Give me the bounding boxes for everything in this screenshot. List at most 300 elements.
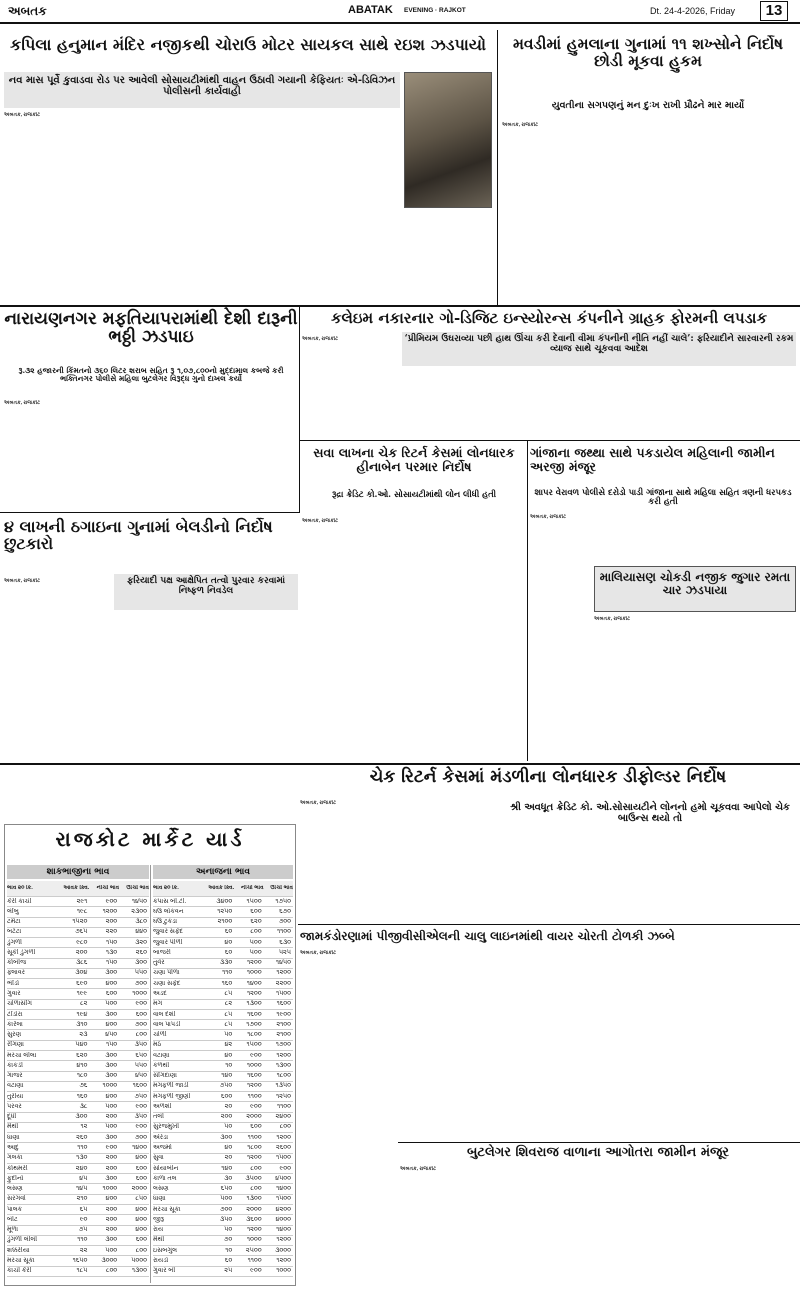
table-cell: ૨૫ bbox=[224, 1267, 233, 1275]
table-cell: ૧૪૫ bbox=[76, 1185, 88, 1193]
table-row bbox=[7, 1164, 149, 1174]
table-cell: ૨૯૧ bbox=[76, 897, 88, 905]
s3-body bbox=[4, 400, 298, 500]
table-cell: રાય bbox=[153, 1226, 164, 1234]
table-cell: ૩૮૬ bbox=[75, 959, 88, 967]
table-cell: ૪૦૦ bbox=[105, 1092, 118, 1100]
s7-body-2 bbox=[114, 614, 298, 758]
table-cell: ૩૦૦ bbox=[105, 1051, 118, 1059]
table-cell: ૧૫૦૦ bbox=[275, 990, 291, 998]
table-cell: કાળા તલ bbox=[153, 1174, 177, 1182]
table-cell: ૯૦૦ bbox=[135, 1000, 147, 1008]
s1-body bbox=[4, 112, 400, 252]
table-row bbox=[153, 1164, 293, 1174]
table-cell: તલી bbox=[153, 1113, 164, 1121]
table-row bbox=[7, 918, 149, 928]
table-cell: ૪૦૦ bbox=[105, 979, 118, 987]
table-row bbox=[153, 1226, 293, 1236]
s8-body bbox=[594, 616, 796, 760]
market-title: રાજકોટ માર્કેટ યાર્ડ bbox=[55, 827, 245, 851]
table-cell: ૩૦૦ bbox=[75, 1113, 88, 1121]
table-row bbox=[7, 907, 149, 917]
table-cell: ૩૮ bbox=[79, 1102, 88, 1110]
table-cell: ૭૦૦ bbox=[134, 1133, 147, 1141]
table-cell: ટમેટા bbox=[7, 918, 21, 926]
rule-h5 bbox=[298, 924, 800, 925]
s6-headline: ગાંજાના જથ્થા સાથે પકડાયેલ મહિલાની જામીન અરજી મંજૂર bbox=[530, 445, 775, 474]
table-cell: ૧૧૦ bbox=[77, 1144, 88, 1151]
table-cell: ૧૫૦૦ bbox=[275, 1195, 291, 1203]
s3-subheadline: રૂ.૩૨ હજારની કિંમતનો ૩૬૦ લિટર શરાબ સહિત રૂ ૧,૦૭,૮૦૦નો મુદ્દામાલ કબજે કરી ભક્તિનગર પોલીસે મહિલા બુટલેગર વિરૂદ્ધ ગુનો દાખલ કર્યો bbox=[4, 364, 298, 394]
table-cell: ૪૦૦ bbox=[135, 1154, 147, 1162]
table-cell: ૪૦૦ bbox=[135, 1215, 147, 1223]
table-cell: ૧૬૦૦ bbox=[247, 1072, 262, 1080]
masthead-date: Dt. 24-4-2026, Friday bbox=[650, 6, 736, 16]
table-cell: ૧૧૦૦ bbox=[247, 1256, 262, 1264]
table-cell: ૫૦૦ bbox=[249, 948, 262, 956]
table-cell: ૮૦૦ bbox=[250, 1185, 262, 1193]
table-cell: ચોળી bbox=[153, 1031, 167, 1039]
table-cell: ૨૧૦૦ bbox=[217, 918, 233, 926]
table-cell: દૂધી bbox=[7, 1113, 17, 1121]
table-row bbox=[7, 989, 149, 999]
table-cell: ૧૩૦૦ bbox=[131, 1267, 147, 1275]
table-row bbox=[153, 979, 293, 989]
table-cell: અડદ bbox=[153, 990, 167, 998]
table-cell: ૫૦૦ bbox=[105, 1123, 118, 1131]
table-cell: ૧૮૫ bbox=[76, 1267, 88, 1275]
s6-body-2 bbox=[530, 564, 590, 760]
table-cell: બીટ bbox=[7, 1215, 18, 1223]
table-cell: ૧૩૫૦ bbox=[275, 1082, 291, 1090]
table-cell: કળથી bbox=[153, 1061, 170, 1069]
table-cell: ૨૩૦૦ bbox=[131, 907, 147, 915]
table-cell: ૧૫૦ bbox=[105, 959, 118, 967]
table-cell: ૩૦૦ bbox=[105, 1174, 118, 1182]
s10-dateline: અબતક, રાજકોટ bbox=[300, 950, 337, 956]
table-row bbox=[7, 1123, 149, 1133]
table-row bbox=[153, 1000, 293, 1010]
table-cell: વટાણા bbox=[153, 1051, 170, 1059]
table-cell: તુરીયા bbox=[7, 1092, 24, 1100]
masthead bbox=[0, 0, 800, 24]
table-cell: ૧૨૦૦ bbox=[102, 907, 118, 915]
table-cell: ૪૦૦ bbox=[135, 1205, 147, 1213]
table-row bbox=[7, 1113, 149, 1123]
table-cell: કોથમરી bbox=[7, 1164, 28, 1172]
table-cell: કપાસ બી.ટી. bbox=[153, 897, 187, 905]
column-header: ભાવ ૨૦ કિ. bbox=[7, 885, 33, 891]
table-row bbox=[7, 1256, 149, 1266]
table-cell: ૨૦૦ bbox=[75, 948, 88, 956]
table-cell: ૬૯૦ bbox=[76, 979, 88, 987]
table-cell: ૧૨૦૦ bbox=[247, 1082, 262, 1090]
table-cell: ચણા પીળા bbox=[153, 969, 180, 977]
table-row bbox=[153, 1236, 293, 1246]
s5-body bbox=[302, 518, 526, 758]
s9-dateline: અબતક, રાજકોટ bbox=[300, 800, 337, 806]
table-cell: ગુવાર bbox=[7, 990, 21, 998]
table-cell: ૧૬૦૦ bbox=[247, 1010, 262, 1018]
table-row bbox=[7, 1143, 149, 1153]
table-row bbox=[7, 1236, 149, 1246]
table-cell: ૩૦૦ bbox=[105, 1133, 118, 1141]
table-cell: ૬૭૦ bbox=[279, 907, 291, 915]
s1-photo bbox=[404, 72, 492, 208]
table-cell: ૩૫૦ bbox=[219, 1215, 233, 1223]
table-cell: ૯૦૦ bbox=[135, 1123, 147, 1131]
table-cell: ૧૨૦૦ bbox=[276, 1051, 291, 1059]
column-header: નીચો ભાવ bbox=[96, 885, 120, 891]
table-cell: ૪૦૦ bbox=[135, 1226, 147, 1234]
table-cell: ૪૦૦ bbox=[105, 1020, 118, 1028]
s4-body-2 bbox=[402, 372, 796, 436]
table-cell: ૫૨૫ bbox=[278, 948, 291, 956]
table-cell: ૫૦૦૦ bbox=[131, 1256, 147, 1264]
table-cell: ૬૦ bbox=[224, 948, 233, 956]
table-cell: ૩૦૪ bbox=[75, 969, 88, 977]
table-cell: ૫૦ bbox=[224, 1123, 233, 1131]
s2-dateline: અબતક, રાજકોટ bbox=[502, 122, 539, 128]
table-cell: ૮૨ bbox=[80, 1000, 88, 1008]
table-cell: ૭૫ bbox=[78, 1226, 88, 1234]
table-cell: ૨૦૦ bbox=[105, 1113, 118, 1121]
table-cell: મરચા સૂકા bbox=[7, 1256, 35, 1264]
table-cell: તુવેર bbox=[153, 959, 165, 967]
table-cell: ૭૦૦ bbox=[134, 1020, 147, 1028]
table-row bbox=[153, 1020, 293, 1030]
table-cell: ૨૨ bbox=[79, 1246, 88, 1254]
table-row bbox=[153, 989, 293, 999]
s9-body bbox=[300, 800, 500, 920]
table-cell: ૬૨૦ bbox=[250, 918, 262, 926]
table-row bbox=[153, 938, 293, 948]
s4-headline: કલેઇમ નકારનાર ગો-ડિજિટ ઇન્સ્યોરન્સ કંપનીને ગ્રાહક ફોરમની લપડાક bbox=[330, 309, 768, 327]
table-cell: સૂકી ડુંગળી bbox=[7, 948, 36, 956]
table-cell: ૭૦૦ bbox=[134, 979, 147, 987]
s9-subheadline: શ્રી અવધૂત ક્રેડિટ કો. ઓ.સોસાયટીને લોનનો હમો ચૂકવવા આપેલો ચેક બાઉન્સ થયો તો bbox=[504, 800, 796, 836]
table-cell: મરચા લીલા bbox=[7, 1051, 37, 1059]
table-cell: મેથી bbox=[153, 1236, 165, 1244]
s11-dateline: અબતક, રાજકોટ bbox=[400, 1166, 437, 1172]
table-cell: ૨૧૦૦ bbox=[276, 1020, 291, 1028]
s7-headline: ૪ લાખની ઠગાઇના ગુનામાં બેલડીનો નિર્દોષ છુટકારો bbox=[4, 517, 273, 554]
table-row bbox=[7, 1030, 149, 1040]
table-cell: ચણા સફેદ bbox=[153, 979, 181, 987]
masthead-paper: ABATAK bbox=[348, 4, 393, 16]
table-cell: ૧૩૦૦ bbox=[246, 1195, 262, 1203]
table-cell: ૧૨૦૦ bbox=[247, 1154, 262, 1162]
table-cell: ૭૬ bbox=[79, 1082, 88, 1090]
s5-dateline: અબતક, રાજકોટ bbox=[302, 518, 339, 524]
table-cell: ૧૧૦ bbox=[222, 969, 233, 977]
s1-headline: કપિલા હનુમાન મંદિર નજીકથી ચોરાઉ મોટર સાયકલ સાથે રઇશ ઝડપાયો bbox=[10, 35, 486, 54]
table-cell: ૬૦૦ bbox=[250, 1123, 262, 1131]
table-cell: ઇસબગુલ bbox=[153, 1246, 177, 1254]
table-cell: ૬૦૦ bbox=[220, 1092, 233, 1100]
table-cell: ૩૫૦ bbox=[134, 1113, 147, 1121]
table-cell: ૬૦ bbox=[224, 1256, 233, 1264]
table-cell: ૧૦૦૦ bbox=[246, 1236, 262, 1244]
table-cell: ૯૦૦ bbox=[105, 897, 118, 905]
table-cell: ૩૮૦ bbox=[135, 918, 147, 926]
table-cell: ૨૦૦ bbox=[220, 1113, 233, 1121]
table-cell: ૧૧૦૦ bbox=[277, 928, 291, 936]
table-cell: ૯૦૦ bbox=[250, 1267, 262, 1275]
s8-dateline: અબતક, રાજકોટ bbox=[594, 616, 631, 622]
table-cell: ૫૦ bbox=[224, 1226, 233, 1234]
table-cell: ૧૦ bbox=[225, 1061, 233, 1069]
table-cell: સીંગદાણા bbox=[153, 1072, 177, 1080]
table-row bbox=[7, 1154, 149, 1164]
table-row bbox=[7, 1020, 149, 1030]
table-cell: લીંબુ bbox=[7, 907, 19, 915]
table-cell: મગફળી જાડી bbox=[153, 1082, 189, 1090]
table-cell: કોબીજ bbox=[7, 959, 27, 967]
table-row bbox=[153, 1113, 293, 1123]
table-cell: ૩૫૦૦ bbox=[245, 1174, 262, 1182]
table-cell: ૪૫૦૦ bbox=[275, 1174, 291, 1182]
table-row bbox=[153, 1256, 293, 1266]
page-number: 13 bbox=[760, 1, 788, 21]
table-row bbox=[7, 1082, 149, 1092]
table-cell: ૨૧૦૦ bbox=[276, 1031, 291, 1039]
table-cell: મગ bbox=[153, 1000, 163, 1008]
table-row bbox=[153, 1092, 293, 1102]
table-cell: ૧૮૦ bbox=[76, 1072, 88, 1080]
table-row bbox=[153, 969, 293, 979]
table-row bbox=[153, 918, 293, 928]
table-cell: ૭૫૦ bbox=[134, 1092, 147, 1100]
rule-h6 bbox=[398, 1142, 800, 1143]
s3-headline: નારાયણનગર મફતિયાપરામાંથી દેશી દારૂની ભઠ્ઠી ઝડપાઇ bbox=[4, 309, 298, 348]
table-row bbox=[153, 1174, 293, 1184]
s7-dateline: અબતક, રાજકોટ bbox=[4, 578, 41, 584]
s2-body bbox=[502, 122, 794, 302]
s5-subheadline: રૂદ્રા ક્રેડિટ કો.ઓ. સોસાયટીમાંથી લોન લીધી હતી bbox=[302, 488, 526, 514]
table-cell: ૩૪૦૦ bbox=[216, 897, 233, 905]
table-cell: ૧૨૫૦ bbox=[276, 1092, 291, 1100]
table-cell: ચોળાસીંગ bbox=[7, 1000, 32, 1008]
table-cell: ૨૦૦ bbox=[105, 1215, 118, 1223]
table-cell: ૮૦૦ bbox=[250, 1164, 262, 1172]
s7-body bbox=[4, 578, 110, 758]
table-cell: પાલક bbox=[7, 1205, 23, 1213]
rule-h2 bbox=[300, 440, 800, 441]
table-row bbox=[153, 907, 293, 917]
table-cell: ૧૪૫૦ bbox=[131, 897, 147, 905]
table-cell: ૬૦૦ bbox=[135, 1010, 147, 1018]
s7-subheadline: ફરિયાદી પક્ષ આક્ષેપિત તત્વો પુરવાર કરવામાં નિષ્ફળ નિવડેલ bbox=[114, 574, 298, 610]
table-cell: ૩૬૦૦ bbox=[246, 1215, 262, 1223]
table-cell: ૨૦૦ bbox=[105, 918, 118, 926]
table-cell: કારેલા bbox=[7, 1020, 23, 1028]
table-cell: ૯૦૦ bbox=[250, 1102, 262, 1110]
table-cell: ૧૯૯ bbox=[76, 990, 88, 998]
table-row bbox=[7, 1041, 149, 1051]
table-cell: એરંડા bbox=[153, 1133, 169, 1141]
table-cell: ૧૪૦૦ bbox=[276, 1185, 291, 1193]
table-cell: ૩૦ bbox=[224, 1174, 233, 1182]
table-cell: ૧૭૦૦ bbox=[275, 1041, 291, 1049]
market-box bbox=[4, 824, 296, 1286]
table-row bbox=[153, 959, 293, 969]
table-row bbox=[153, 948, 293, 958]
table-cell: કાચી કેરી bbox=[7, 1267, 32, 1275]
table-cell: ફુદીનો bbox=[7, 1174, 24, 1182]
s8-headline: માલિયાસણ ચોકડી નજીક જુગાર રમતા ચાર ઝડપાયા bbox=[594, 566, 796, 612]
table-cell: ૬૫ bbox=[79, 1205, 88, 1213]
table-cell: ૬૦ bbox=[224, 928, 233, 936]
table-cell: ૧૦૦૦ bbox=[246, 1061, 262, 1069]
table-cell: જુવાર પીળી bbox=[153, 938, 183, 946]
table-cell: ૫૦૦ bbox=[105, 1102, 118, 1110]
table-cell: ૧૨૦૦ bbox=[276, 969, 291, 977]
table-cell: ઘઉં ટુકડા bbox=[153, 918, 178, 926]
table-cell: ૪૫ bbox=[79, 1174, 88, 1182]
table-cell: ૧૫૦૦ bbox=[246, 1041, 262, 1049]
column-header: ભાવ ૨૦ કિ. bbox=[153, 885, 179, 891]
table-cell: ૩૦૦ bbox=[135, 959, 147, 967]
table-row bbox=[7, 969, 149, 979]
table-cell: ૬૦૦ bbox=[135, 1164, 147, 1172]
table-cell: ૧૬૦ bbox=[76, 1092, 88, 1100]
table-cell: પરવર bbox=[7, 1102, 22, 1110]
table-cell: ૭૬૫ bbox=[75, 928, 88, 936]
table-cell: ૧૩૦ bbox=[76, 1154, 88, 1162]
table-cell: ૯૦૦ bbox=[105, 1144, 118, 1151]
table-cell: ૨૦ bbox=[224, 1154, 233, 1162]
table-row bbox=[153, 1102, 293, 1112]
table-cell: ૯૦૦ bbox=[135, 1102, 147, 1110]
s2-headline: મવડીમાં હુમલાના ગુનામાં ૧૧ શખ્સોને નિર્દોષ છોડી મૂકવા હુકમ bbox=[512, 34, 784, 70]
rule-h3 bbox=[0, 512, 300, 513]
table-cell: ૩૫૦ bbox=[134, 1041, 147, 1049]
table-cell: ૩૦૦૦ bbox=[275, 1246, 291, 1254]
column-header: ઊંચો ભાવ bbox=[126, 885, 149, 891]
table-cell: ૬૩૦ bbox=[279, 938, 291, 946]
table-cell: ૮૦૦ bbox=[105, 1267, 118, 1275]
table-cell: ૪૦૦૦ bbox=[275, 1215, 291, 1223]
table-cell: ૬૨૦ bbox=[76, 1051, 88, 1059]
table-cell: ૧૪૦ bbox=[221, 1164, 233, 1172]
table-row bbox=[7, 1267, 149, 1277]
table-cell: ૨૦૦૦ bbox=[131, 1185, 147, 1193]
table-row bbox=[7, 1246, 149, 1256]
s9-body-2 bbox=[504, 840, 796, 920]
table-cell: ૬૦૦ bbox=[135, 1174, 147, 1182]
s1-dateline: અબતક, રાજકોટ bbox=[4, 112, 41, 118]
table-cell: ૧૦ bbox=[225, 1246, 233, 1254]
table-cell: વાલ પાપડી bbox=[153, 1020, 181, 1028]
table-cell: સરગવો bbox=[7, 1195, 26, 1203]
table-row bbox=[7, 928, 149, 938]
table-cell: ૭૫૦ bbox=[219, 1082, 233, 1090]
table-cell: ૧૧૦ bbox=[77, 1236, 88, 1244]
s1-subheadline: નવ માસ પૂર્વે કુવાડવા રોડ પર આવેલી સોસાયટીમાંથી વાહન ઉઠાવી ગયાની કેફિયતઃ એ-ડિવિઝન પોલીસની કાર્યવાહી bbox=[4, 72, 400, 108]
table-cell: ૫૦ bbox=[224, 1031, 233, 1039]
s11-body bbox=[400, 1166, 796, 1286]
table-row bbox=[153, 1082, 293, 1092]
table-cell: ૧૪૦ bbox=[221, 1072, 233, 1080]
table-cell: ૩૦૦ bbox=[105, 969, 118, 977]
s10-headline: જામકંડોરણામાં પીજીવીસીએલની ચાલુ લાઇનમાંથી વાયર ચોરતી ટોળકી ઝબ્બે bbox=[300, 929, 675, 943]
table-row bbox=[7, 1000, 149, 1010]
table-row bbox=[153, 1051, 293, 1061]
table-cell: શક્કરીયા bbox=[7, 1246, 30, 1254]
table-row bbox=[153, 1205, 293, 1215]
table-cell: ૧૨૫૦ bbox=[217, 907, 233, 915]
table-cell: મરચા સૂકા bbox=[153, 1205, 181, 1213]
rule-h1 bbox=[0, 305, 800, 307]
rule-h4 bbox=[0, 763, 800, 765]
table-cell: ગાજર bbox=[7, 1072, 23, 1080]
table-row bbox=[7, 1010, 149, 1020]
table-cell: ૨૫૦૦ bbox=[245, 1246, 262, 1254]
table-cell: ૩૦૦ bbox=[220, 1133, 233, 1141]
table-cell: ૬૫૦ bbox=[220, 1185, 233, 1193]
table-row bbox=[7, 959, 149, 969]
table-cell: ૧૨ bbox=[80, 1123, 88, 1131]
table-row bbox=[7, 1205, 149, 1215]
table-cell: ૨૬૦ bbox=[135, 948, 147, 956]
table-cell: ૩૧૦ bbox=[76, 1020, 88, 1028]
s6-dateline: અબતક, રાજકોટ bbox=[530, 514, 567, 520]
table-cell: ૧૫૦ bbox=[105, 938, 118, 946]
table-cell: લસણ bbox=[7, 1185, 23, 1193]
table-row bbox=[153, 1133, 293, 1143]
table-cell: ૮૫ bbox=[224, 1020, 233, 1028]
column-header: નીચો ભાવ bbox=[241, 885, 264, 891]
table-cell: ૧૩૦ bbox=[105, 948, 118, 956]
table-row bbox=[7, 1061, 149, 1071]
table-cell: ૧૭૫૦ bbox=[275, 897, 291, 905]
table-cell: ૪૪૦ bbox=[135, 928, 147, 936]
table-cell: ૧૦૦૦ bbox=[102, 1185, 118, 1193]
table-cell: ૪૦૦ bbox=[105, 1195, 118, 1203]
table-row bbox=[153, 1215, 293, 1225]
s5-headline: સવા લાખના ચેક રિટર્ન કેસમાં લોનધારક હીનાબેન પરમાર નિર્દોષ bbox=[313, 445, 515, 474]
table-cell: ૧૩૦૦ bbox=[275, 1061, 291, 1069]
table-cell: જીરૂ bbox=[153, 1215, 164, 1223]
table-row bbox=[7, 1174, 149, 1184]
s2-subheadline: યુવતીના સગપણનું મન દુઃખ રાખી પ્રૌઢને માર માર્યો bbox=[502, 98, 794, 116]
table-row bbox=[7, 1102, 149, 1112]
rule-v3 bbox=[527, 441, 528, 761]
table-row bbox=[7, 897, 149, 907]
table-cell: ૩૦૦ bbox=[105, 1236, 118, 1244]
table-cell: ૨૦૦ bbox=[105, 1226, 118, 1234]
table-cell: ભીંડો bbox=[7, 979, 20, 987]
table-cell: ૩૦૦ bbox=[105, 1061, 118, 1069]
s9-headline: ચેક રિટર્ન કેસમાં મંડળીના લોનધારક ડીફોલ્ડર નિર્દોષ bbox=[369, 767, 727, 787]
table-cell: ધાણા bbox=[153, 1195, 166, 1203]
table-cell: ૫૦૦ bbox=[105, 1246, 118, 1254]
column-header: આવક ક્વિ. bbox=[208, 885, 235, 891]
table-cell: ૭૦ bbox=[223, 1236, 233, 1244]
s4-subheadline: ‘પ્રીમિયમ ઉઘરાવ્યા પછી હાથ ઊંચા કરી દેવાની વીમા કંપનીની નીતિ નહીં ચાલે’: ફરિયાદીને સારવારની રકમ વ્યાજ સાથે ચૂકવવા આદેશ bbox=[402, 332, 796, 366]
table-cell: ૪૫૦ bbox=[105, 1031, 118, 1039]
grain-table bbox=[153, 881, 293, 1277]
table-row bbox=[153, 897, 293, 907]
table-cell: ૨૧૦ bbox=[76, 1195, 88, 1203]
veg-title: શાકભાજીના ભાવ bbox=[7, 865, 149, 879]
table-cell: ૮૫ bbox=[224, 990, 233, 998]
table-cell: સુવા bbox=[153, 1154, 164, 1162]
market-divider bbox=[150, 865, 151, 1283]
table-cell: ૭૦૦ bbox=[220, 1205, 233, 1213]
table-cell: ૫૫૦ bbox=[134, 969, 147, 977]
